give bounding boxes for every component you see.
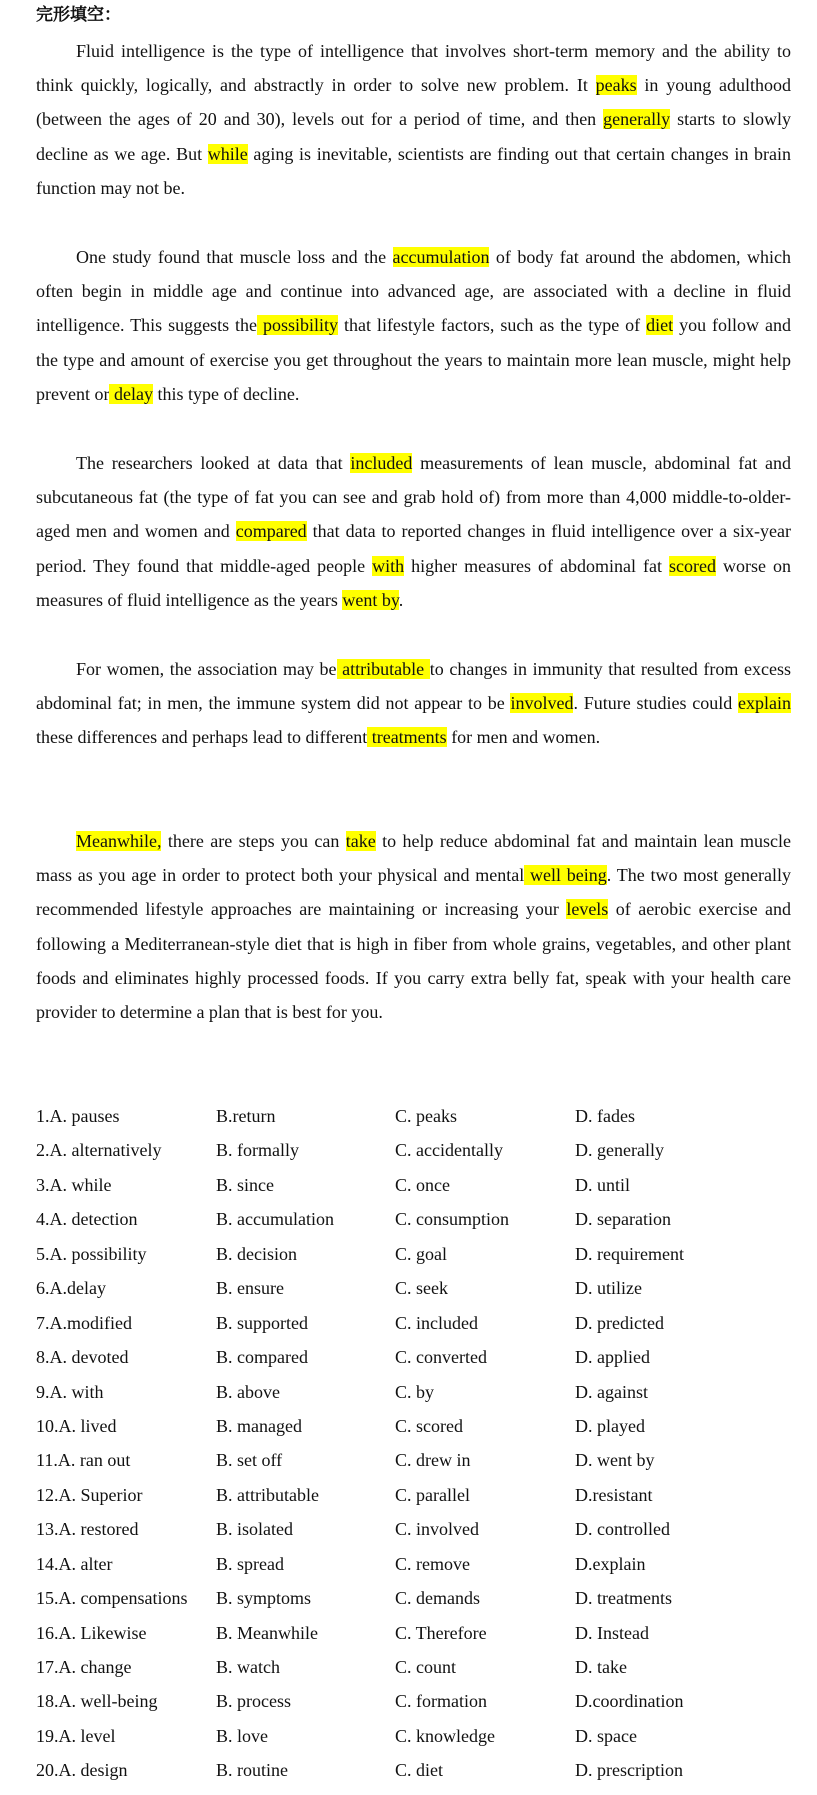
passage-text: this type of decline. <box>152 383 300 404</box>
option-b: B. managed <box>216 1415 302 1436</box>
question-options-row <box>36 1512 796 1546</box>
option-b: B. spread <box>216 1553 284 1574</box>
highlighted-answer: with <box>372 555 405 576</box>
option-a: 20.A. design <box>36 1760 128 1781</box>
highlighted-answer: well being <box>524 865 607 886</box>
option-d: D. utilize <box>575 1278 642 1299</box>
option-b: B. accumulation <box>216 1209 334 1230</box>
option-b: B. compared <box>216 1347 308 1368</box>
option-c: C. involved <box>395 1519 479 1540</box>
option-c: C. goal <box>395 1243 447 1264</box>
passage-text: in young adulthood (between the ages of 20 and 30), levels out for a period of time, and then <box>36 75 791 130</box>
option-c: C. knowledge <box>395 1725 495 1746</box>
highlighted-answer: went by <box>342 589 399 610</box>
option-d: D. requirement <box>575 1243 684 1264</box>
passage-text: for men and women. <box>446 727 601 748</box>
passage-text: of aerobic exercise and following a Mediterranean-style diet that is high in fiber from whole grains, vegetables, and other plant foods and eliminates highly processed foods. If you carry extra belly fat, speak with your health care provider to determine a plan that is best for you. <box>36 899 791 1023</box>
passage-text: . The two most generally recommended lifestyle approaches are maintaining or increasing your <box>36 865 791 920</box>
option-b: B. process <box>216 1691 291 1712</box>
option-b: B. symptoms <box>216 1588 312 1609</box>
question-options-row <box>36 1271 796 1305</box>
passage-paragraph-2 <box>36 240 791 411</box>
option-a: 13.A. restored <box>36 1519 139 1540</box>
highlighted-answer: treatments <box>367 727 447 748</box>
option-b: B. set off <box>216 1450 283 1471</box>
question-options-row <box>36 1340 796 1374</box>
highlighted-answer: Meanwhile, <box>76 831 162 851</box>
option-c: C. remove <box>395 1553 470 1574</box>
option-a: 1.A. pauses <box>36 1106 120 1126</box>
passage-text: you follow and the type and amount of exercise you get throughout the years to maintain more lean muscle, might help prevent or <box>36 315 791 404</box>
question-options-row <box>36 1375 796 1409</box>
passage-text: these differences and perhaps lead to different <box>36 727 368 748</box>
option-b: B.return <box>216 1106 276 1126</box>
option-a: 12.A. Superior <box>36 1484 143 1505</box>
option-a: 16.A. Likewise <box>36 1622 147 1643</box>
option-a: 4.A. detection <box>36 1209 138 1230</box>
passage-paragraph-5 <box>36 824 791 1029</box>
option-d: D.coordination <box>575 1691 684 1712</box>
passage-paragraph-4 <box>36 652 791 755</box>
option-d: D. generally <box>575 1140 664 1161</box>
question-options-row <box>36 1443 796 1477</box>
option-d: D. played <box>575 1415 645 1436</box>
option-a: 6.A.delay <box>36 1278 106 1299</box>
question-options-row <box>36 1306 796 1340</box>
option-a: 17.A. change <box>36 1657 132 1677</box>
option-d: D.resistant <box>575 1484 653 1505</box>
option-b: B. ensure <box>216 1278 284 1299</box>
highlighted-answer: scored <box>669 555 716 576</box>
highlighted-answer: involved <box>510 693 574 714</box>
option-d: D. prescription <box>575 1760 683 1781</box>
passage-text: Fluid intelligence is the type of intelligence that involves short-term memory and the ability to think quickly, logically, and abstractly in order to solve new problem. It <box>36 41 791 96</box>
option-c: C. scored <box>395 1415 463 1436</box>
passage-text: aging is inevitable, scientists are finding out that certain changes in brain function may not be. <box>36 143 791 198</box>
option-b: B. love <box>216 1725 268 1746</box>
option-b: B. decision <box>216 1243 297 1264</box>
highlighted-answer: possibility <box>257 315 339 336</box>
passage-text: . Future studies could <box>573 693 738 714</box>
option-c: C. count <box>395 1657 456 1677</box>
option-c: C. consumption <box>395 1209 510 1230</box>
highlighted-answer: levels <box>566 899 609 920</box>
passage-text: that data to reported changes in fluid intelligence over a six-year period. They found that middle-aged people <box>36 521 791 576</box>
option-b: B. formally <box>216 1140 299 1161</box>
option-a: 9.A. with <box>36 1381 104 1402</box>
option-d: D. predicted <box>575 1312 664 1333</box>
option-d: D. Instead <box>575 1622 649 1643</box>
passage-text: to changes in immunity that resulted from excess abdominal fat; in men, the immune system did not appear to be <box>36 659 792 714</box>
passage-text: The researchers looked at data that <box>76 453 351 473</box>
option-c: C. by <box>395 1381 435 1402</box>
option-a: 10.A. lived <box>36 1415 117 1436</box>
question-options-row <box>36 1684 796 1718</box>
option-a: 18.A. well-being <box>36 1691 158 1712</box>
passage-text: starts to slowly decline as we age. But <box>36 109 791 164</box>
question-options-row <box>36 1650 796 1684</box>
answer-options-list <box>36 1099 796 1788</box>
passage-text: worse on measures of fluid intelligence as the years <box>36 555 791 610</box>
passage-paragraph-1 <box>36 34 791 205</box>
option-b: B. isolated <box>216 1519 293 1540</box>
option-b: B. watch <box>216 1657 280 1677</box>
question-options-row <box>36 1409 796 1443</box>
passage-paragraph-3 <box>36 446 791 617</box>
option-b: B. since <box>216 1174 274 1195</box>
option-c: C. included <box>395 1312 478 1333</box>
option-d: D.explain <box>575 1553 646 1574</box>
passage-text: there are steps you can <box>161 831 346 851</box>
highlighted-answer: generally <box>603 109 671 130</box>
option-a: 3.A. while <box>36 1174 112 1195</box>
option-a: 15.A. compensations <box>36 1588 188 1609</box>
question-options-row <box>36 1168 796 1202</box>
passage-text: that lifestyle factors, such as the type of <box>338 315 647 336</box>
option-b: B. Meanwhile <box>216 1622 318 1643</box>
option-b: B. attributable <box>216 1484 319 1505</box>
option-a: 14.A. alter <box>36 1553 113 1574</box>
question-options-row <box>36 1202 796 1236</box>
question-options-row <box>36 1237 796 1271</box>
option-d: D. until <box>575 1174 631 1195</box>
option-a: 8.A. devoted <box>36 1347 129 1368</box>
option-a: 19.A. level <box>36 1725 116 1746</box>
option-b: B. supported <box>216 1312 308 1333</box>
highlighted-answer: compared <box>235 521 307 542</box>
option-b: B. above <box>216 1381 280 1402</box>
option-d: D. against <box>575 1381 648 1402</box>
option-c: C. peaks <box>395 1106 457 1126</box>
option-c: C. seek <box>395 1278 448 1299</box>
option-d: D. treatments <box>575 1588 672 1609</box>
option-a: 2.A. alternatively <box>36 1140 162 1161</box>
passage-text: higher measures of abdominal fat <box>404 555 670 576</box>
option-c: C. formation <box>395 1691 487 1712</box>
option-a: 5.A. possibility <box>36 1243 147 1264</box>
option-c: C. parallel <box>395 1484 470 1505</box>
highlighted-answer: while <box>207 143 248 164</box>
passage-text: of body fat around the abdomen, which often begin in middle age and continue into advanced age, are associated with a decline in fluid intelligence. This suggests the <box>36 247 791 336</box>
option-c: C. drew in <box>395 1450 471 1471</box>
question-options-row <box>36 1478 796 1512</box>
option-c: C. converted <box>395 1347 487 1368</box>
highlighted-answer: peaks <box>595 75 637 96</box>
option-d: D. controlled <box>575 1519 670 1540</box>
question-options-row <box>36 1616 796 1650</box>
highlighted-answer: explain <box>738 693 791 714</box>
passage-text: One study found that muscle loss and the <box>76 247 393 267</box>
passage-text: For women, the association may be <box>76 659 337 679</box>
exercise-title: 完形填空： <box>36 5 121 25</box>
passage-text: to help reduce abdominal fat and maintain lean muscle mass as you age in order to protect both your physical and mental <box>36 831 791 886</box>
question-options-row <box>36 1099 796 1133</box>
highlighted-answer: take <box>345 831 376 851</box>
option-c: C. diet <box>395 1760 443 1781</box>
highlighted-answer: included <box>350 453 413 473</box>
passage-text: measurements of lean muscle, abdominal fat and subcutaneous fat (the type of fat you can see and grab hold of) from more than 4,000 middle-to-older-aged men and women and <box>36 453 791 542</box>
option-d: D. applied <box>575 1347 650 1368</box>
question-options-row <box>36 1581 796 1615</box>
question-options-row <box>36 1753 796 1787</box>
option-d: D. space <box>575 1725 637 1746</box>
option-d: D. fades <box>575 1106 635 1126</box>
highlighted-answer: delay <box>109 383 153 404</box>
option-a: 7.A.modified <box>36 1312 132 1333</box>
option-c: C. Therefore <box>395 1622 487 1643</box>
option-c: C. once <box>395 1174 450 1195</box>
highlighted-answer: accumulation <box>392 247 490 267</box>
option-d: D. take <box>575 1657 627 1677</box>
question-options-row <box>36 1133 796 1167</box>
question-options-row <box>36 1719 796 1753</box>
highlighted-answer: diet <box>646 315 674 336</box>
passage-text: . <box>398 589 404 610</box>
option-c: C. demands <box>395 1588 480 1609</box>
option-a: 11.A. ran out <box>36 1450 131 1471</box>
option-b: B. routine <box>216 1760 288 1781</box>
option-c: C. accidentally <box>395 1140 503 1161</box>
question-options-row <box>36 1547 796 1581</box>
option-d: D. separation <box>575 1209 671 1230</box>
option-d: D. went by <box>575 1450 655 1471</box>
highlighted-answer: attributable <box>336 659 430 679</box>
